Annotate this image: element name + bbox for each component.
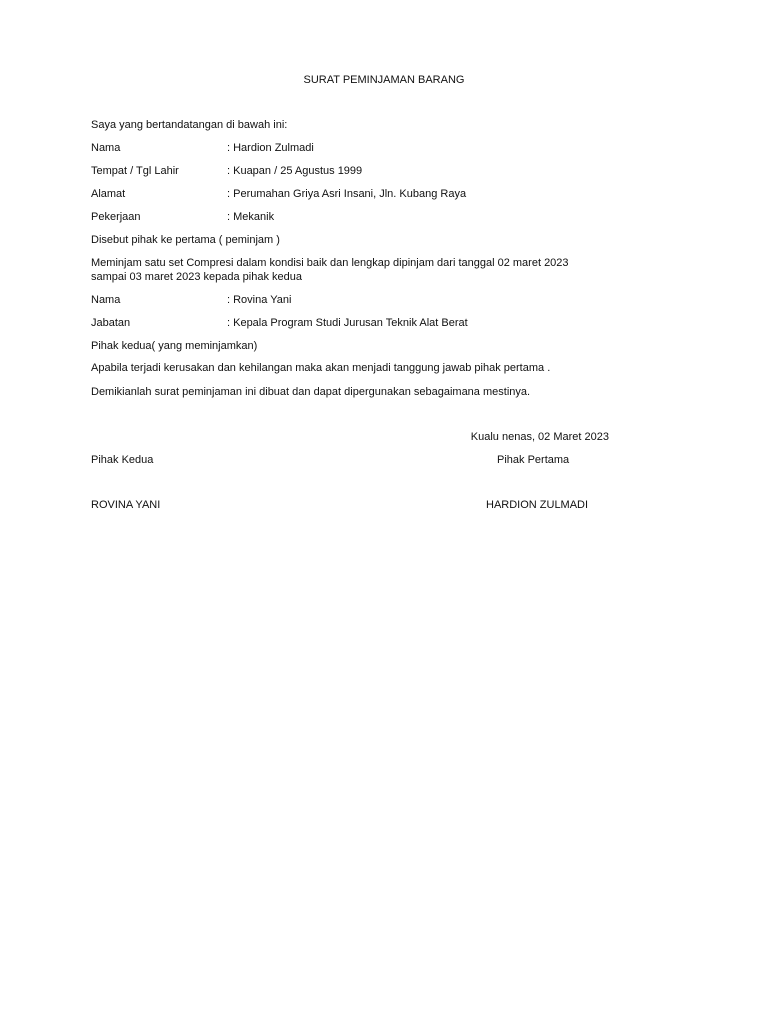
first-party-birth-value: : Kuapan / 25 Agustus 1999 [227, 165, 363, 177]
liability-statement: Apabila terjadi kerusakan dan kehilangan maka akan menjadi tanggung jawab pihak pertama . [91, 362, 551, 374]
second-party-position-value: : Kepala Program Studi Jurusan Teknik Alat Berat [227, 317, 468, 329]
first-party-designation: Disebut pihak ke pertama ( peminjam ) [91, 234, 280, 246]
first-party-address-label: Alamat [91, 188, 126, 200]
loan-statement-line-1: Meminjam satu set Compresi dalam kondisi baik dan lengkap dipinjam dari tanggal 02 maret 2023 [91, 257, 569, 269]
signature-right-role: Pihak Pertama [497, 454, 570, 466]
first-party-address-value: : Perumahan Griya Asri Insani, Jln. Kubang Raya [227, 188, 467, 200]
first-party-job-value: : Mekanik [227, 211, 275, 223]
first-party-name-value: : Hardion Zulmadi [227, 142, 314, 154]
signature-left-role: Pihak Kedua [91, 454, 154, 466]
signature-right-name: HARDION ZULMADI [486, 499, 589, 511]
first-party-birth-label: Tempat / Tgl Lahir [91, 165, 179, 177]
second-party-name-label: Nama [91, 294, 121, 306]
letter-title: SURAT PEMINJAMAN BARANG [303, 74, 465, 86]
second-party-designation: Pihak kedua( yang meminjamkan) [91, 340, 258, 352]
first-party-job-label: Pekerjaan [91, 211, 141, 223]
second-party-name-value: : Rovina Yani [227, 294, 292, 306]
second-party-position-label: Jabatan [91, 317, 131, 329]
place-date: Kualu nenas, 02 Maret 2023 [470, 431, 609, 443]
signature-left-name: ROVINA YANI [91, 499, 161, 511]
loan-statement-line-2: sampai 03 maret 2023 kepada pihak kedua [91, 271, 302, 283]
first-party-name-label: Nama [91, 142, 121, 154]
closing-statement: Demikianlah surat peminjaman ini dibuat dan dapat dipergunakan sebagaimana mestinya. [91, 386, 531, 398]
intro-line: Saya yang bertandatangan di bawah ini: [91, 119, 288, 131]
